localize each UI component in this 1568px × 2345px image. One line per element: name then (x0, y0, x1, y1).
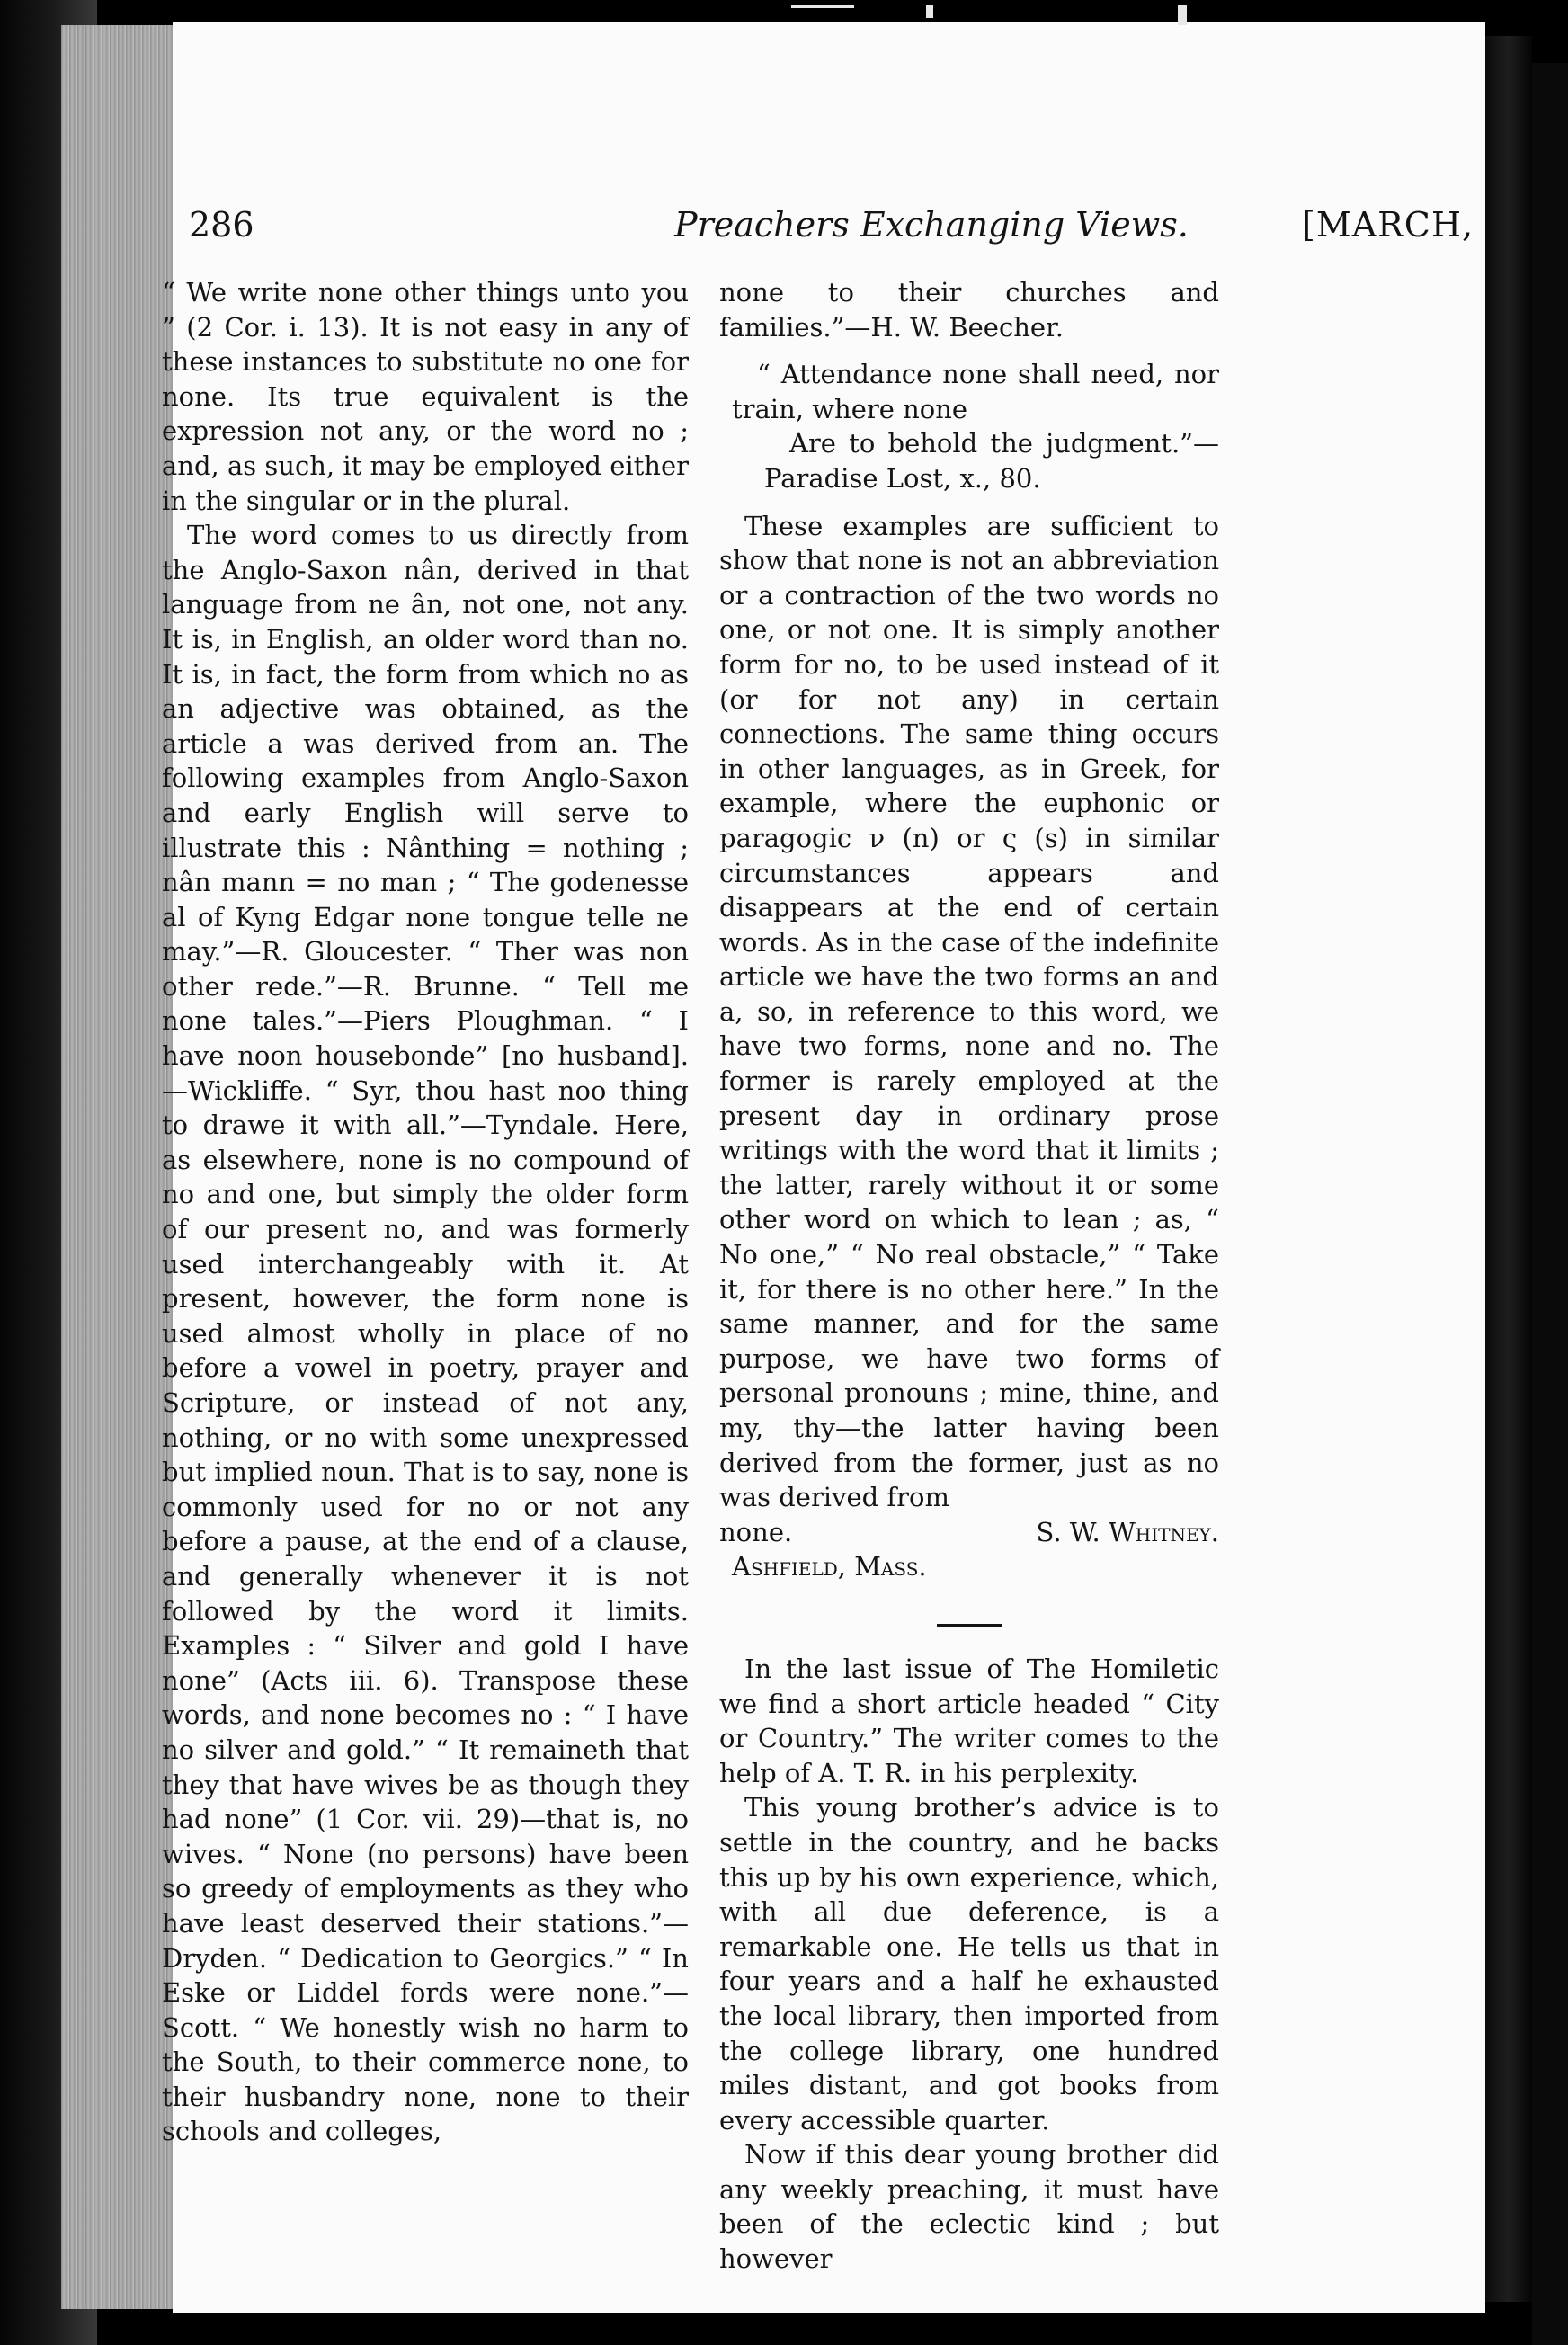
adjacent-page (1532, 63, 1568, 2345)
signoff-text: none. (719, 1516, 793, 1547)
paragraph: This young brother’s advice is to settle in the country, and he backs this up by his own experience, which, with all due deference, is a remarkable one. He tells us that in four years and a half he exhausted the local library, then imported from the college library, one hundred miles distant, and got books from every accessible quarter. (719, 1792, 1219, 2135)
paragraph: These examples are sufficient to show that none is not an abbreviation or a contraction of the two words no one, or not one. It is simply another form for no, to be used instead of it (or for not any) in certain connections. The same thing occurs in other languages, as in Greek, for example, where the euphonic or paragogic ν (n) or ς (s) in similar circumstances appears and disappears at the end of certain words. As in the case of the indefinite article we have the two forms an and a, so, in reference to this word, we have two forms, none and no. The former is rarely employed at the present day in ordinary prose writings with the word that it limits ; the latter, rarely without it or some other word on which to lean ; as, “ No one,” “ No real obstacle,” “ Take it, for there is no other here.” In the same manner, and for the same purpose, we have two forms of personal pronouns ; mine, thine, and my, thy—the latter having been derived from the former, just as no was derived from (719, 510, 1219, 1513)
paragraph: In the last issue of The Homiletic we find a short article headed “ City or Country.” The writer comes to the help of A. T. R. in his perplexity. (719, 1653, 1219, 1788)
page-number: 286 (189, 205, 254, 245)
author-location: Ashfield, Mass. (732, 1551, 927, 1583)
paragraph: The word comes to us directly from the Anglo-Saxon nân, derived in that language from ne ân, not one, not any. It is, in English, an older word than no. It is, in fact, the form from which no as an adjective was obtained, as the article a was derived from an. The following examples from Anglo-Saxon and early English will serve to illustrate this : Nânthing = nothing ; nân mann = no man ; “ The godenesse al of Kyng Edgar none tongue telle ne may.”—R. Gloucester. “ Ther was non other rede.”—R. Brunne. “ Tell me none tales.”—Piers Ploughman. “ I have noon housebonde” [no husband].—Wickliffe. “ Syr, thou hast noo thing to drawe it with all.”—Tyndale. Here, as elsewhere, none is no compound of no and one, but simply the older form of our present no, and was formerly used interchangeably with it. At present, however, the form none is used almost wholly in place of no before a vowel in poetry, prayer and Scripture, or instead of not any, nothing, or no with some unexpressed but implied noun. That is to say, none is commonly used for no or not any before a pause, at the end of a clause, and generally whenever it is not followed by the word it limits. Examples : “ Silver and gold I have none” (Acts iii. 6). Transpose these words, and none becomes no : “ I have no silver and gold.” “ It remaineth that they that have wives be as though they had none” (1 Cor. vii. 29)—that is, no wives. “ None (no persons) have been so greedy of employments as they who have least deserved their stations.”—Dryden. “ Dedication to Georgics.” “ In Eske or Liddel fords were none.”—Scott. “ We honestly wish no harm to the South, to their commerce none, to their husbandry none, none to their schools and colleges, (162, 520, 689, 2147)
left-column (162, 275, 689, 2149)
right-column (719, 275, 1219, 2277)
page-spine-shadow (1485, 36, 1532, 2302)
scan-mark (1178, 5, 1187, 25)
spacer (719, 496, 1219, 509)
running-title: Preachers Exchanging Views. (674, 205, 1189, 245)
scan-mark (791, 5, 854, 8)
month-label: [MARCH, (1302, 205, 1474, 245)
paragraph: Now if this dear young brother did any weekly preaching, it must have been of the eclectic kind ; but however (719, 2139, 1219, 2275)
section-divider (937, 1624, 1002, 1627)
running-header (189, 189, 1474, 261)
paragraph: “ We write none other things unto you ” (2 Cor. i. 13). It is not easy in any of these instances to substitute no one for none. Its true equivalent is the expression not any, or the word no ; and, as such, it may be employed either in the singular or in the plural. (162, 277, 689, 516)
scan-mark (926, 5, 933, 18)
verse-line: “ Attendance none shall need, nor train, where none (732, 359, 1219, 424)
continued-text: none to their churches and families.”—H. W. Beecher. (719, 277, 1219, 343)
spacer (719, 344, 1219, 357)
verse-line: Are to behold the judgment.”—Paradise Lost, x., 80. (764, 428, 1219, 494)
author-signature: S. W. Whitney. (1036, 1516, 1219, 1547)
verse-quote (732, 357, 1219, 495)
signoff-line (719, 1515, 1219, 1550)
